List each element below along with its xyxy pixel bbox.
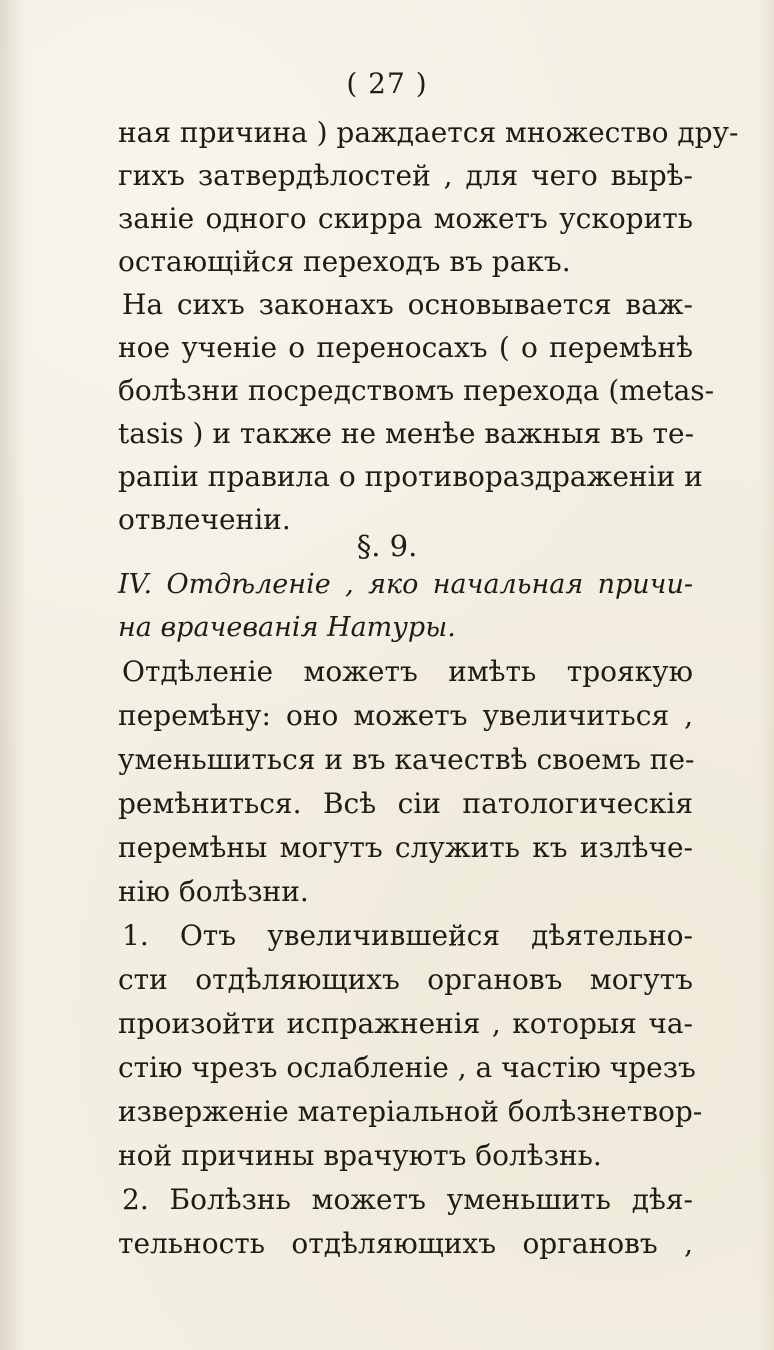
page-edge-shadow-right	[758, 0, 774, 1350]
page-edge-shadow-left	[0, 0, 26, 1350]
text-line-8: tasis ) и также не менѣе важныя въ те-	[118, 417, 695, 450]
text-line-3: занiе одного скирра можетъ ускорить	[118, 202, 693, 235]
text-line-6: ное ученiе о переносахъ ( о перемѣнѣ	[118, 331, 693, 364]
text-line-15: уменьшиться и въ качествѣ своемъ пе-	[118, 743, 695, 776]
text-line-22: стiю чрезъ ослабленiе , а частiю чрезъ	[118, 1051, 696, 1084]
text-line-21: произойти испражненiя , которыя ча-	[118, 1007, 693, 1040]
page-number: ( 27 )	[346, 67, 428, 100]
section-heading: §. 9.	[356, 529, 418, 563]
text-line-17: перемѣны могутъ служить къ излѣче-	[118, 831, 693, 864]
text-line-24: ной причины врачуютъ болѣзнь.	[118, 1139, 602, 1172]
section-title-line-2: на врачеванiя Натуры.	[118, 612, 456, 643]
text-line-25: 2. Болѣзнь можетъ уменьшить дѣя-	[122, 1183, 693, 1216]
text-line-18: нiю болѣзни.	[118, 875, 309, 908]
text-line-9: рапiи правила о противораздраженiи и	[118, 460, 703, 493]
text-line-16: ремѣниться. Всѣ сiи патологическiя	[118, 787, 693, 820]
text-line-5: На сихъ законахъ основывается важ-	[122, 288, 693, 321]
text-line-10: отвлеченiи.	[118, 503, 291, 536]
text-line-23: изверженiе матерiальной болѣзнетвор-	[118, 1095, 703, 1128]
text-line-13: Отдѣленiе можетъ имѣть троякую	[122, 655, 693, 688]
text-line-4: остающiйся переходъ въ ракъ.	[118, 245, 571, 278]
text-line-20: сти отдѣляющихъ органовъ могутъ	[118, 963, 693, 996]
text-line-1: ная причина ) раждается множество дру-	[118, 116, 739, 149]
text-line-7: болѣзни посредствомъ перехода (metas-	[118, 374, 715, 407]
section-title-line-1: IV. Отдѣленiе , яко начальная причи-	[118, 569, 693, 600]
text-line-14: перемѣну: оно можетъ увеличиться ,	[118, 699, 693, 732]
text-line-2: гихъ затвердѣлостей , для чего вырѣ-	[118, 159, 693, 192]
text-line-19: 1. Отъ увеличившейся дѣятельно-	[122, 919, 693, 952]
text-line-26: тельность отдѣляющихъ органовъ ,	[118, 1227, 693, 1260]
